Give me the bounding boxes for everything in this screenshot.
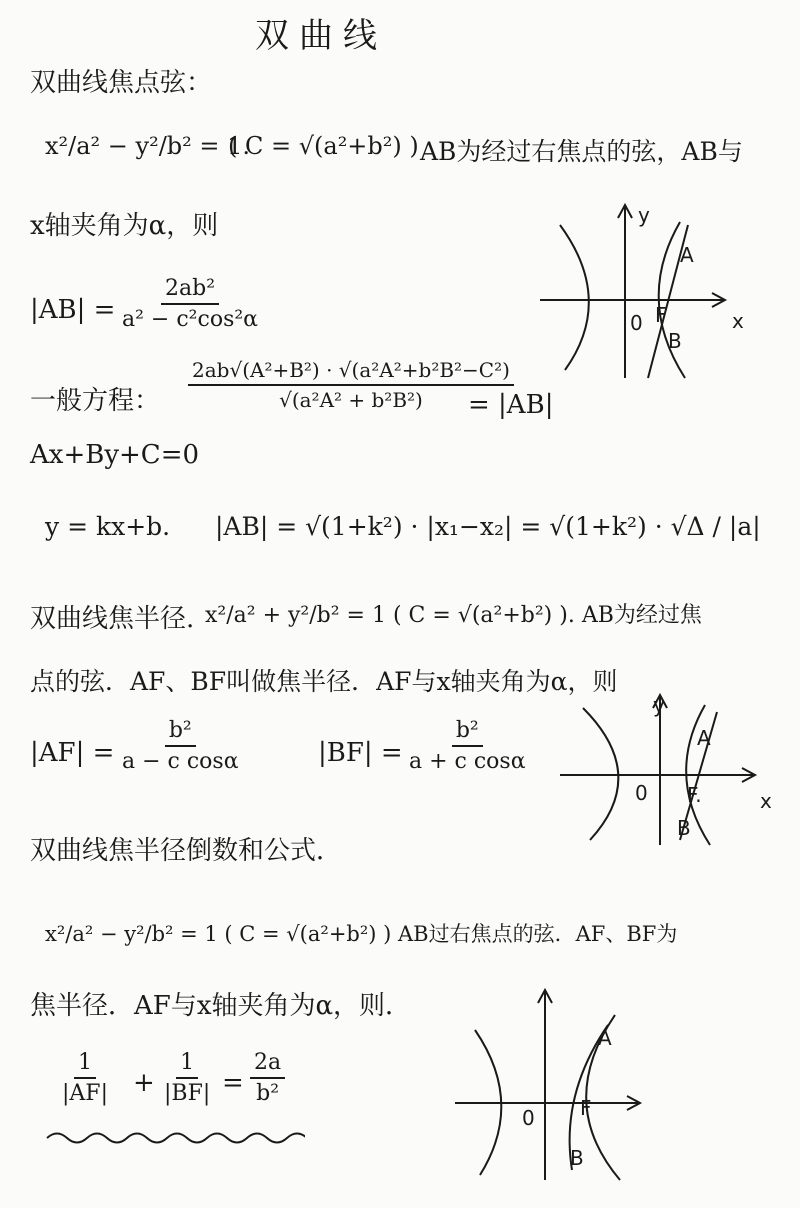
section1-c-definition: ( C = √(a²+b²) ) <box>228 132 419 160</box>
graph1-left-branch <box>560 225 589 370</box>
section3-equation: x²/a² − y²/b² = 1 ( C = √(a²+b²) ) AB过右焦点的弦．AF、BF为 <box>45 922 678 946</box>
section1-desc-a: AB为经过右焦点的弦，AB与 <box>420 137 743 166</box>
section1-desc-b: x轴夹角为α，则 <box>30 211 219 241</box>
reciprocal-result <box>250 1050 285 1106</box>
graph1-y-label: y <box>638 203 650 227</box>
section1-heading: 双曲线焦点弦： <box>30 68 213 98</box>
reciprocal-bf-numerator: 1 <box>176 1050 198 1079</box>
graph2-y-label: y <box>653 693 665 717</box>
af-label: |AF| = <box>30 738 115 768</box>
ab-length-denominator: a² − c²cos²α <box>122 307 259 332</box>
general-rhs: = |AB| <box>468 390 554 420</box>
section3-desc: 焦半径．AF与x轴夹角为α，则． <box>30 991 412 1021</box>
graph2-origin-label: 0 <box>635 781 648 805</box>
section2-desc: 点的弦．AF、BF叫做焦半径．AF与x轴夹角为α，则 <box>30 667 618 696</box>
reciprocal-af <box>58 1050 112 1106</box>
bf-fraction <box>405 718 530 774</box>
graph2-x-label: x <box>760 789 772 813</box>
plus-sign: + <box>133 1068 155 1098</box>
graph1-focus-label: F <box>655 303 667 327</box>
graph2-point-b-label: B <box>677 816 691 840</box>
general-equation-label: 一般方程： <box>30 386 161 416</box>
graph1-point-b-label: B <box>668 329 682 353</box>
reciprocal-result-denominator: b² <box>256 1081 280 1106</box>
ab-length-label: |AB| = <box>30 295 116 325</box>
general-denominator: √(a²A² + b²B²) <box>279 388 423 412</box>
line-equation: Ax+By+C=0 <box>30 440 200 470</box>
graph2-focus-label: F. <box>687 783 702 807</box>
bf-numerator: b² <box>452 718 483 747</box>
general-fraction <box>188 358 514 412</box>
wavy-underline <box>45 1128 305 1148</box>
graph2-point-a-label: A <box>697 726 711 750</box>
page-title: 双曲线 <box>255 16 387 56</box>
graph3-point-a-label: A <box>598 1026 612 1050</box>
graph3-origin-label: 0 <box>522 1106 535 1130</box>
bf-denominator: a + c cosα <box>409 749 526 774</box>
ab-length-fraction <box>118 276 262 332</box>
general-numerator: 2ab√(A²+B²) · √(a²A²+b²B²−C²) <box>188 358 514 386</box>
equals-sign: = <box>222 1068 244 1098</box>
bf-label: |BF| = <box>318 738 403 768</box>
section2-heading: 双曲线焦半径. <box>30 604 195 634</box>
graph3-focus-label: F <box>580 1096 592 1120</box>
graph1-x-label: x <box>732 309 744 333</box>
reciprocal-af-denominator: |AF| <box>62 1081 108 1106</box>
af-fraction <box>118 718 243 774</box>
ab-chord-formula: |AB| = √(1+k²) · |x₁−x₂| = √(1+k²) · √Δ / |a| <box>215 512 761 541</box>
hyperbola-graph-3 <box>450 985 670 1185</box>
ab-length-numerator: 2ab² <box>161 276 219 305</box>
graph3-point-b-label: B <box>570 1146 584 1170</box>
reciprocal-af-numerator: 1 <box>74 1050 96 1079</box>
slope-line-equation: y = kx+b. <box>45 512 171 541</box>
graph1-origin-label: 0 <box>630 311 643 335</box>
reciprocal-bf-denominator: |BF| <box>164 1081 211 1106</box>
reciprocal-bf <box>160 1050 214 1106</box>
section3-heading: 双曲线焦半径倒数和公式． <box>30 836 343 866</box>
section2-equation: x²/a² + y²/b² = 1 ( C = √(a²+b²) ). AB为经过焦 <box>205 603 702 628</box>
graph1-point-a-label: A <box>680 243 694 267</box>
af-numerator: b² <box>165 718 196 747</box>
reciprocal-result-numerator: 2a <box>250 1050 285 1079</box>
hyperbola-graph-1 <box>540 200 770 390</box>
hyperbola-graph-2 <box>555 690 785 850</box>
af-denominator: a − c cosα <box>122 749 239 774</box>
section1-equation: x²/a² − y²/b² = 1. <box>45 132 251 160</box>
